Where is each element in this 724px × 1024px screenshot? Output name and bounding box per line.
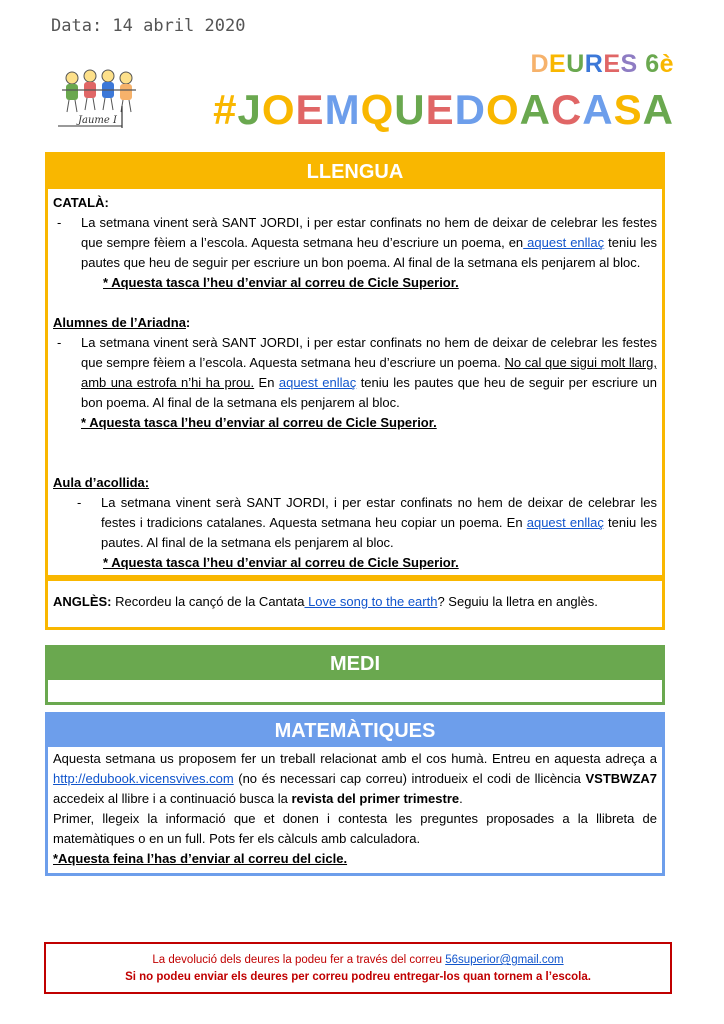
catala-note: * Aquesta tasca l’heu d’enviar al correu de Cicle Superior. [103,275,459,290]
hashtag-letter: # [213,86,238,133]
deures-letter: U [566,50,585,78]
medi-body [48,680,662,702]
llengua-body [48,189,662,578]
medi-header: MEDI [48,648,662,680]
ariadna-item: - La setmana vinent serà SANT JORDI, i per estar confinats no hem de deixar de celebrar les festes que sempre fèiem a l’escola. Aquesta setmana heu d’escriure un poema. No cal que sigui molt llarg, amb una estrofa n’hi ha prou. En aquest enllaç teniu les pautes que heu de seguir per escriure un bon poema. Al final de la setmana els penjarem al bloc. [57,335,657,410]
edubook-link[interactable]: http://edubook.vicensvives.com [53,771,234,786]
deures-letter: R [584,50,604,78]
ariadna-note: * Aquesta tasca l’heu d’enviar al correu de Cicle Superior. [81,415,437,430]
deures-letter: 6 [645,50,660,78]
catala-link[interactable]: aquest enllaç [523,235,605,250]
angles-box: ANGLÈS: Recordeu la cançó de la Cantata Love song to the earth? Seguiu la lletra en anglès. [45,575,665,630]
mates-header: MATEMÀTIQUES [48,715,662,747]
deures-letter: S [620,50,638,78]
medi-section [45,645,665,705]
mates-section [45,712,665,876]
acollida-note: * Aquesta tasca l’heu d’enviar al correu de Cicle Superior. [103,555,459,570]
ariadna-label: Alumnes de l’Ariadna: [53,315,191,330]
hashtag-letter: J [237,86,262,133]
deures-letter: è [659,50,674,78]
angles-link[interactable]: Love song to the earth [304,594,438,609]
angles-label: ANGLÈS: [53,594,112,609]
llengua-header: LLENGUA [48,155,662,189]
catala-item: - La setmana vinent serà SANT JORDI, i per estar confinats no hem de deixar de celebrar les festes que sempre fèiem a l’escola. Aquesta setmana heu d’escriure un poema, en aquest enllaç teniu les pautes que heu de seguir per escriure un bon poema. Al final de la setmana els penjarem al bloc. [57,215,657,270]
hashtag-letter: A [519,86,551,133]
deures-title [530,50,674,79]
footer-box [44,942,672,994]
hashtag-letter: O [261,86,296,133]
hashtag-title [213,86,674,134]
hashtag-letter: S [613,86,643,133]
hashtag-letter: Q [360,86,395,133]
deures-letter: D [530,50,550,78]
catala-label: CATALÀ: [53,195,109,210]
school-logo [52,66,144,130]
mates-note: *Aquesta feina l’has d’enviar al correu del cicle. [53,851,348,866]
hashtag-letter: U [394,86,426,133]
logo-signature: Jaume I [78,115,117,126]
hashtag-letter: A [642,86,674,133]
hashtag-letter: D [454,86,486,133]
footer-email-link[interactable]: 56superior@gmail.com [445,954,564,966]
acollida-item: - La setmana vinent serà SANT JORDI, i per estar confinats no hem de deixar de celebrar les festes i tradicions catalanes. Aquesta setmana heu copiar un poema. En aquest enllaç teniu les pautes. Al final de la setmana els penjarem al bloc. [77,495,657,550]
hashtag-letter: E [295,86,325,133]
acollida-label: Aula d’acollida: [53,475,150,490]
footer-line-2: Si no podeu enviar els deures per correu podreu entregar-los quan tornem a l’escola. [125,971,591,983]
hashtag-letter: A [582,86,614,133]
mates-paragraph-2: Primer, llegeix la informació que et donen i contesta les preguntes proposades a la llibreta de matemàtiques o en un full. Pots fer els càlculs amb calculadora. [53,811,657,846]
acollida-link[interactable]: aquest enllaç [526,515,604,530]
footer-line-1: La devolució dels deures la podeu fer a través del correu 56superior@gmail.com [152,954,564,966]
license-code: VSTBWZA7 [585,771,657,786]
hashtag-letter: C [550,86,583,133]
hashtag-letter: E [425,86,455,133]
deures-letter: E [603,50,621,78]
ariadna-link[interactable]: aquest enllaç [278,375,357,390]
mates-paragraph-1: Aquesta setmana us proposem fer un treball relacionat amb el cos humà. Entreu en aquesta adreça a http://edubook.vicensvives.com (no és necessari cap correu) introdueix el codi de llicència VSTBWZA7 accedeix al llibre i a continuació busca la revista del primer trimestre. [53,751,657,806]
date-label: Data: 14 abril 2020 [51,16,246,36]
ariadna-underlined: No cal que sigui molt llarg, amb una estrofa n’hi ha prou. [81,355,657,390]
deures-letter: E [549,50,567,78]
hashtag-letter: M [324,86,361,133]
llengua-section [45,152,665,581]
mates-body [48,747,662,873]
hashtag-letter: O [485,86,520,133]
